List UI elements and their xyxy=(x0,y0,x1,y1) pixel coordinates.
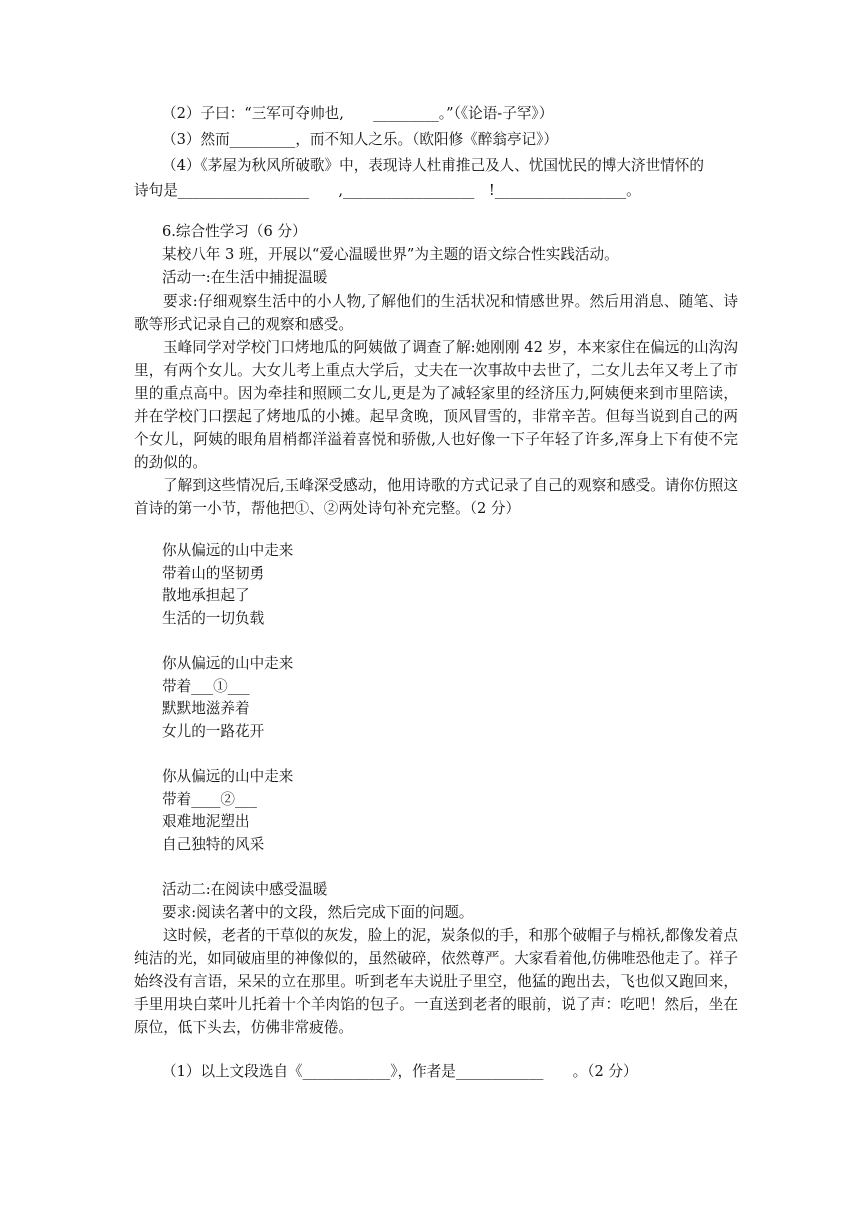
poem-line: 女儿的一路花开 xyxy=(162,723,265,740)
q6-heading: 6.综合性学习（6 分） xyxy=(162,223,307,240)
poem-line: 艰难地泥塑出 xyxy=(162,813,250,830)
activity2-requirement: 要求:阅读名著中的文段，然后完成下面的问题。 xyxy=(162,904,474,921)
activity1-task: 了解到这些情况后,玉峰深受感动，他用诗歌的方式记录了自己的观察和感受。请你仿照这首诗的第一小节，帮他把①、②两处诗句补充完整。（2 分） xyxy=(134,477,738,517)
q5-item-2: （2）子曰：“三军可夺帅也, _________。”（《论语-子罕》） xyxy=(162,105,554,122)
poem-line: 你从偏远的山中走来 xyxy=(162,542,294,559)
activity1-story: 玉峰同学对学校门口烤地瓜的阿姨做了调查了解:她刚刚 42 岁，本来家住在偏远的山沟沟里，有两个女儿。大女儿考上重点大学后，丈夫在一次事故中去世了，二女儿去年又考上了市里的重点高中。因为牵挂和照顾二女儿,更是为了减轻家里的经济压力,阿姨便来到市里陪读，并在学校门口摆起了烤地瓜的小摊。起早贪晚，顶风冒雪的，非常辛苦。但每当说到自己的两个女儿，阿姨的眼角眉梢都洋溢着喜悦和骄傲,人也好像一下子年轻了许多,浑身上下有使不完的劲似的。 xyxy=(134,339,738,471)
poem-line: 默默地滋养着 xyxy=(162,700,250,717)
q5-item-4-continuation: 诗句是__________________ ,__________________ !__________________。 xyxy=(134,182,641,199)
q5-item-4: （4）《茅屋为秋风所破歌》中，表现诗人杜甫推己及人、忧国忧民的博大济世情怀的 xyxy=(162,157,704,174)
poem-blank-2: 带着____②___ xyxy=(162,791,257,808)
activity2-passage: 这时候，老者的干草似的灰发，脸上的泥，炭条似的手，和那个破帽子与棉袄,都像发着点纯洁的光，如同破庙里的神像似的，虽然破碎，依然尊严。大家看着他,仿佛唯恐他走了。祥子始终没有言语，呆呆的立在那里。听到老车夫说肚子里空，他猛的跑出去，飞也似又跑回来，手里用块白菜叶儿托着十个羊肉馅的包子。一直送到老者的眼前，说了声：吃吧！然后，坐在原位，低下头去，仿佛非常疲倦。 xyxy=(134,927,738,1036)
activity2-title: 活动二:在阅读中感受温暖 xyxy=(162,881,328,898)
activity1-story-block xyxy=(134,336,738,474)
activity2-question-1: （1）以上文段选自《____________》，作者是____________ 。（2 分） xyxy=(162,1063,638,1080)
q6-intro: 某校八年 3 班，开展以“爱心温暖世界”为主题的语文综合性实践活动。 xyxy=(162,246,619,263)
poem-line: 生活的一切负载 xyxy=(162,610,265,627)
poem-line: 你从偏远的山中走来 xyxy=(162,768,294,785)
activity1-requirement-block xyxy=(134,290,738,336)
activity1-title: 活动一:在生活中捕捉温暖 xyxy=(162,269,328,286)
activity1-requirement: 要求:仔细观察生活中的小人物,了解他们的生活状况和情感世界。然后用消息、随笔、诗歌等形式记录自己的观察和感受。 xyxy=(134,293,738,333)
activity1-task-block xyxy=(134,474,738,520)
poem-line: 自己独特的风采 xyxy=(162,836,265,853)
poem-line: 带着山的坚韧勇 xyxy=(162,565,265,582)
poem-line: 你从偏远的山中走来 xyxy=(162,655,294,672)
activity2-passage-block xyxy=(134,924,738,1039)
q5-item-3: （3）然而_________，而不知人之乐。（欧阳修《醉翁亭记》） xyxy=(162,131,559,148)
poem-blank-1: 带着___①___ xyxy=(162,678,250,695)
poem-line: 散地承担起了 xyxy=(162,587,250,604)
